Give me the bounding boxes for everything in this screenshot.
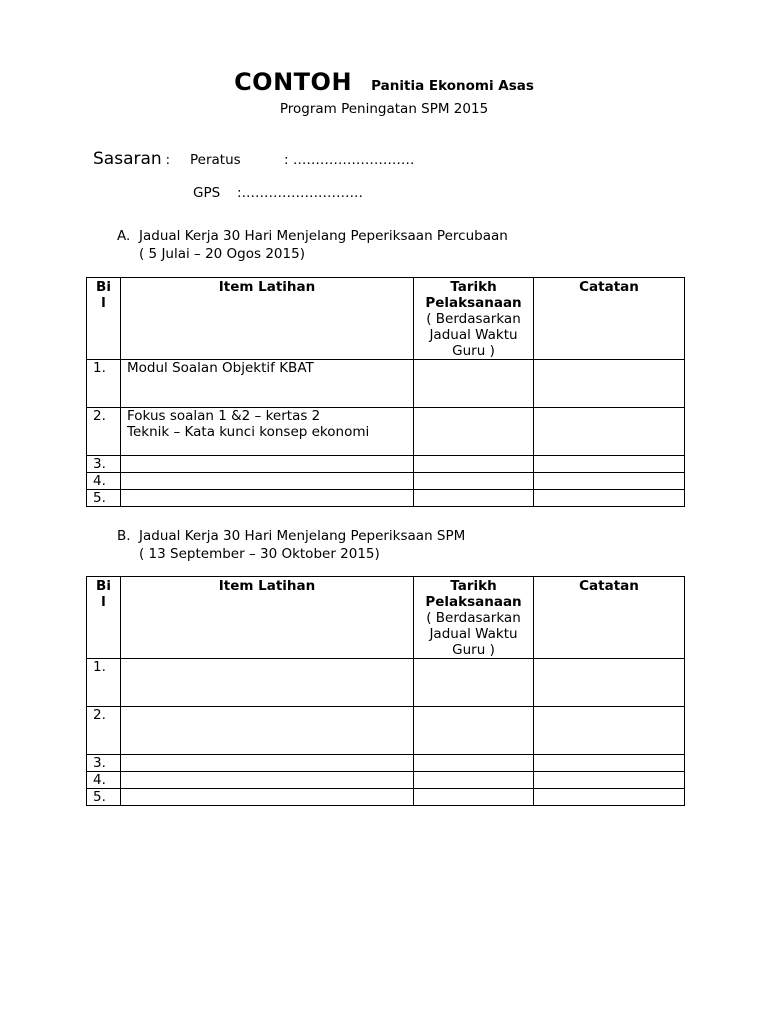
catatan-cell [534,772,685,789]
header-catatan: Catatan [534,577,685,659]
row-number: 5. [87,490,121,507]
tarikh-cell [414,473,534,490]
item-cell [121,789,414,806]
item-cell [121,490,414,507]
tarikh-cell [414,772,534,789]
table-b [86,576,685,806]
table-row [87,456,685,473]
item-cell: Fokus soalan 1 &2 – kertas 2 Teknik – Kata kunci konsep ekonomi [121,408,414,456]
table-row [87,772,685,789]
catatan-cell [534,456,685,473]
tarikh-cell [414,789,534,806]
row-number: 4. [87,473,121,490]
catatan-cell [534,408,685,456]
section-b-letter: B. [117,528,131,544]
catatan-cell [534,473,685,490]
peratus-label: Peratus [190,152,241,168]
row-number: 3. [87,456,121,473]
section-a-title: Jadual Kerja 30 Hari Menjelang Peperiksaan Percubaan [139,228,508,244]
row-number: 3. [87,755,121,772]
tarikh-cell [414,456,534,473]
section-a-heading [117,227,508,263]
sasaran-heading [93,149,170,169]
catatan-cell [534,707,685,755]
row-number: 2. [87,408,121,456]
table-row [87,707,685,755]
catatan-cell [534,789,685,806]
section-b-range: ( 13 September – 30 Oktober 2015) [139,546,380,562]
header-bil: Bi l [87,577,121,659]
item-cell [121,707,414,755]
table-row [87,659,685,707]
row-number: 1. [87,659,121,707]
table-row [87,473,685,490]
row-number: 2. [87,707,121,755]
header-catatan: Catatan [534,278,685,360]
header-tarikh: Tarikh Pelaksanaan ( Berdasarkan Jadual Waktu Guru ) [414,577,534,659]
item-cell [121,473,414,490]
catatan-cell [534,360,685,408]
section-b-heading [117,527,465,563]
page-subtitle: Panitia Ekonomi Asas [371,78,534,94]
tarikh-cell [414,360,534,408]
catatan-cell [534,490,685,507]
tarikh-cell [414,659,534,707]
gps-label: GPS [193,185,221,201]
table-row [87,755,685,772]
item-cell [121,456,414,473]
catatan-cell [534,659,685,707]
header-item-latihan: Item Latihan [121,577,414,659]
section-a-range: ( 5 Julai – 20 Ogos 2015) [139,246,305,262]
table-a [86,277,685,507]
table-row [87,408,685,456]
table-row [87,360,685,408]
tarikh-cell [414,707,534,755]
item-cell [121,659,414,707]
section-a-letter: A. [117,228,131,244]
row-number: 4. [87,772,121,789]
sasaran-label: Sasaran [93,149,162,169]
row-number: 1. [87,360,121,408]
header-item-latihan: Item Latihan [121,278,414,360]
tarikh-cell [414,490,534,507]
table-b-header-row [87,577,685,659]
table-a-header-row [87,278,685,360]
peratus-field: : ……………………… [284,152,415,168]
gps-field: :……………………… [237,185,364,201]
title-line [0,68,768,96]
item-cell [121,755,414,772]
item-cell: Modul Soalan Objektif KBAT [121,360,414,408]
section-b-title: Jadual Kerja 30 Hari Menjelang Peperiksaan SPM [139,528,466,544]
table-row [87,789,685,806]
catatan-cell [534,755,685,772]
program-title: Program Peningatan SPM 2015 [279,101,489,117]
sasaran-colon: : [165,153,171,168]
header-tarikh: Tarikh Pelaksanaan ( Berdasarkan Jadual Waktu Guru ) [414,278,534,360]
header-bil: Bi l [87,278,121,360]
page-title: CONTOH [234,68,353,96]
row-number: 5. [87,789,121,806]
tarikh-cell [414,408,534,456]
tarikh-cell [414,755,534,772]
table-row [87,490,685,507]
item-cell [121,772,414,789]
